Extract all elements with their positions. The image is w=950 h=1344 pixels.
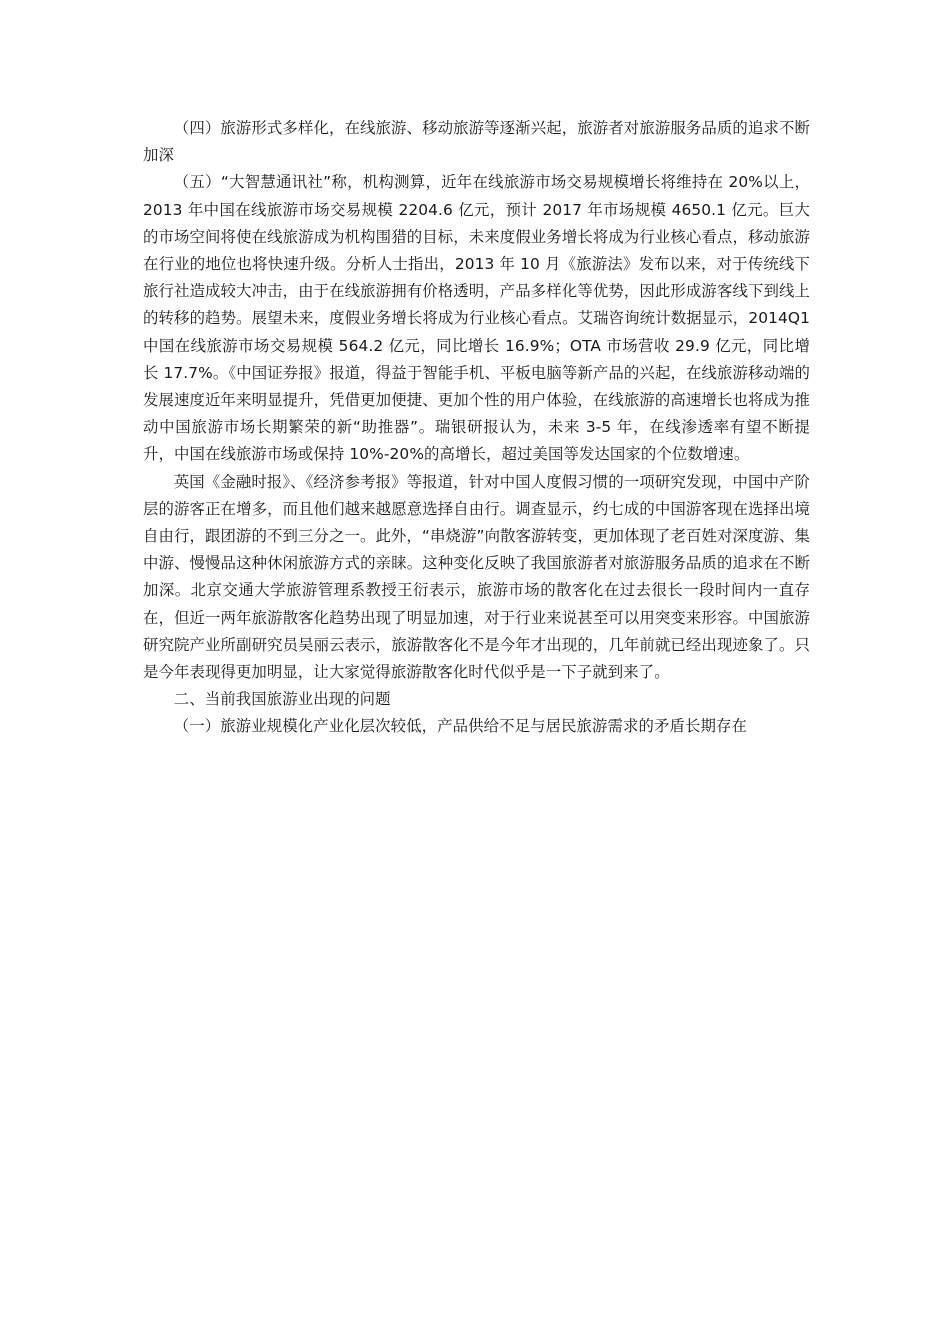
paragraph-section-5-online-travel: （五）“大智慧通讯社”称，机构测算，近年在线旅游市场交易规模增长将维持在 20%以上，2013 年中国在线旅游市场交易规模 2204.6 亿元，预计 2017 年市场规模 4650.1 亿元。巨大的市场空间将使在线旅游成为机构围猎的目标，未来度假业务增长将成为行业核心看点，移动旅游在行业的地位也将快速升级。分析人士指出，2013 年 10 月《旅游法》发布以来，对于传统线下旅行社造成较大冲击，由于在线旅游拥有价格透明，产品多样化等优势，因此形成游客线下到线上的转移的趋势。展望未来，度假业务增长将成为行业核心看点。艾瑞咨询统计数据显示，2014Q1 中国在线旅游市场交易规模 564.2 亿元，同比增长 16.9%；OTA 市场营收 29.9 亿元，同比增长 17.7%。《中国证券报》报道，得益于智能手机、平板电脑等新产品的兴起，在线旅游移动端的发展速度近年来明显提升，凭借更加便捷、更加个性的用户体验，在线旅游的高速增长也将成为推动中国旅游市场长期繁荣的新“助推器”。瑞银研报认为，未来 3-5 年，在线渗透率有望不断提升，中国在线旅游市场或保持 10%-20%的高增长，超过美国等发达国家的个位数增速。 (143, 173, 810, 464)
paragraph-independent-travel-trend: 英国《金融时报》、《经济参考报》等报道，针对中国人度假习惯的一项研究发现，中国中产阶层的游客正在增多，而且他们越来越愿意选择自由行。调查显示，约七成的中国游客现在选择出境自由行，跟团游的不到三分之一。此外，“串烧游”向散客游转变，更加体现了老百姓对深度游、集中游、慢慢品这种休闲旅游方式的亲睐。这种变化反映了我国旅游者对旅游服务品质的追求在不断加深。北京交通大学旅游管理系教授王衍表示，旅游市场的散客化在过去很长一段时间内一直存在，但近一两年旅游散客化趋势出现了明显加速，对于行业来说甚至可以用突变来形容。中国旅游研究院产业所副研究员吴丽云表示，旅游散客化不是今年才出现的，几年前就已经出现迹象了。只是今年表现得更加明显，让大家觉得旅游散客化时代似乎是一下子就到来了。 (143, 472, 810, 682)
document-page (143, 115, 810, 741)
paragraph-section-4-heading: （四）旅游形式多样化，在线旅游、移动旅游等逐渐兴起，旅游者对旅游服务品质的追求不断加深 (143, 119, 810, 165)
paragraph-problem-1: （一）旅游业规模化产业化层次较低，产品供给不足与居民旅游需求的矛盾长期存在 (173, 717, 747, 736)
section-heading-current-problems: 二、当前我国旅游业出现的问题 (173, 690, 391, 709)
